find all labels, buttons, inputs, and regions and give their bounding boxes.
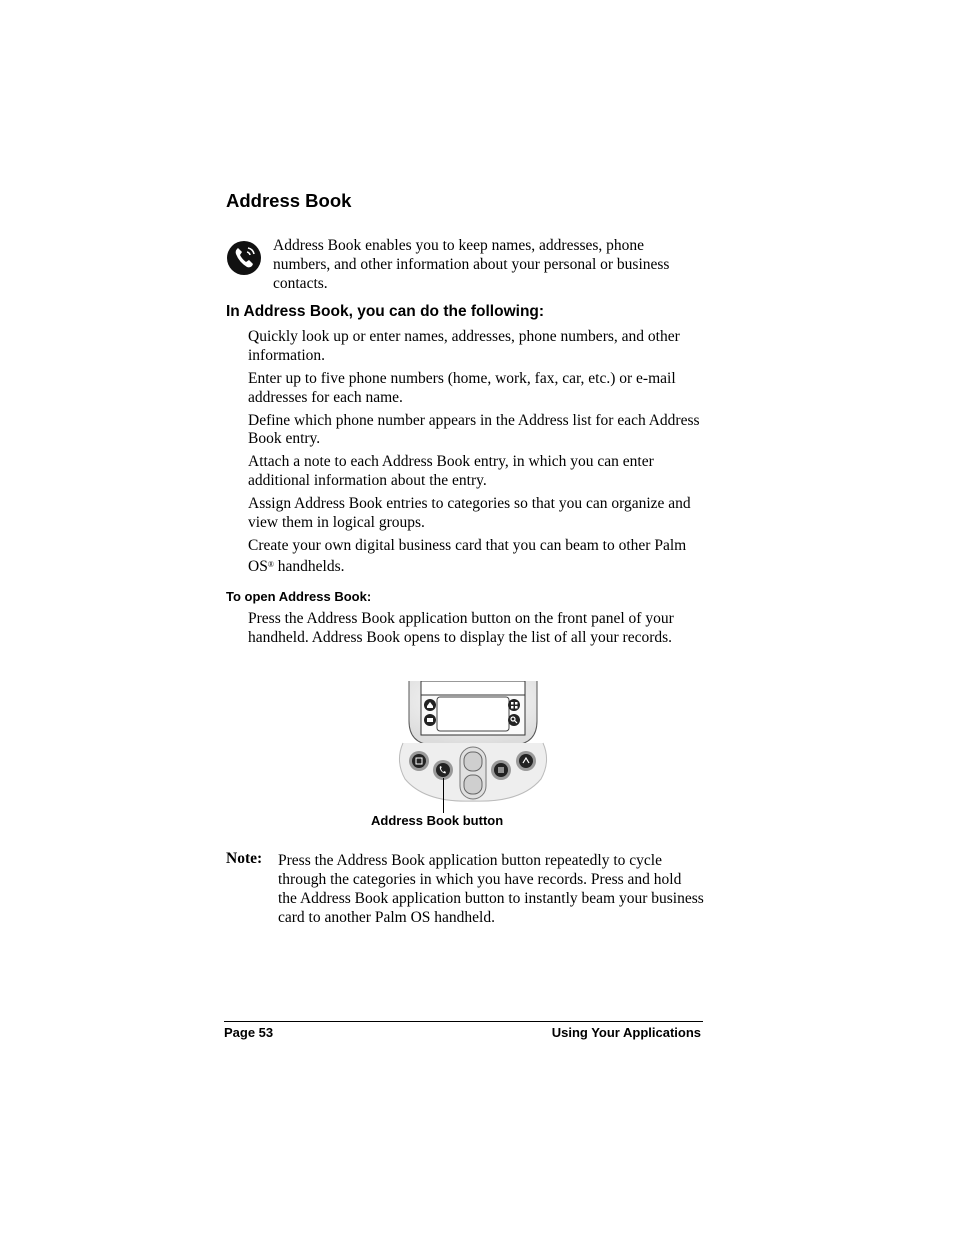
features-heading: In Address Book, you can do the following: [226, 303, 545, 320]
address-book-phone-icon [226, 240, 262, 276]
feature-item: Assign Address Book entries to categories so that you can organize and view them in logical groups. [248, 495, 691, 531]
feature-item: Attach a note to each Address Book entry, in which you can enter additional information about the entry. [248, 453, 654, 490]
feature-text: Create your own digital business card that you can beam to other Palm OS [248, 536, 687, 575]
figure-callout: Address Book button [371, 813, 504, 828]
registered-mark: ® [267, 559, 274, 569]
procedure-heading: To open Address Book: [226, 589, 372, 604]
chapter-title: Using Your Applications [551, 1025, 701, 1040]
feature-item: Define which phone number appears in the Address list for each Address Book entry. [248, 411, 700, 448]
section-title: Address Book [226, 190, 352, 211]
procedure-text: Press the Address Book application button on the front panel of your handheld. Address Book opens to display the list of all your records. [248, 610, 674, 646]
handheld-illustration [395, 681, 551, 803]
feature-list [248, 328, 704, 581]
note-text: Press the Address Book application button repeatedly to cycle through the categories in which you have records. Press and hold the Address Book application button to instantly beam your business card to another Palm OS handheld. [278, 852, 704, 926]
intro-paragraph: Address Book enables you to keep names, addresses, phone numbers, and other information about your personal or business contacts. [273, 237, 670, 292]
feature-text-end: handhelds. [273, 557, 345, 575]
feature-item: Quickly look up or enter names, addresses, phone numbers, and other information. [248, 328, 680, 364]
footer-divider [224, 1021, 703, 1022]
feature-item: Enter up to five phone numbers (home, work, fax, car, etc.) or e-mail addresses for each name. [248, 369, 676, 406]
page-number: Page 53 [224, 1025, 274, 1040]
note-label: Note: [226, 850, 263, 867]
feature-item [248, 537, 704, 576]
